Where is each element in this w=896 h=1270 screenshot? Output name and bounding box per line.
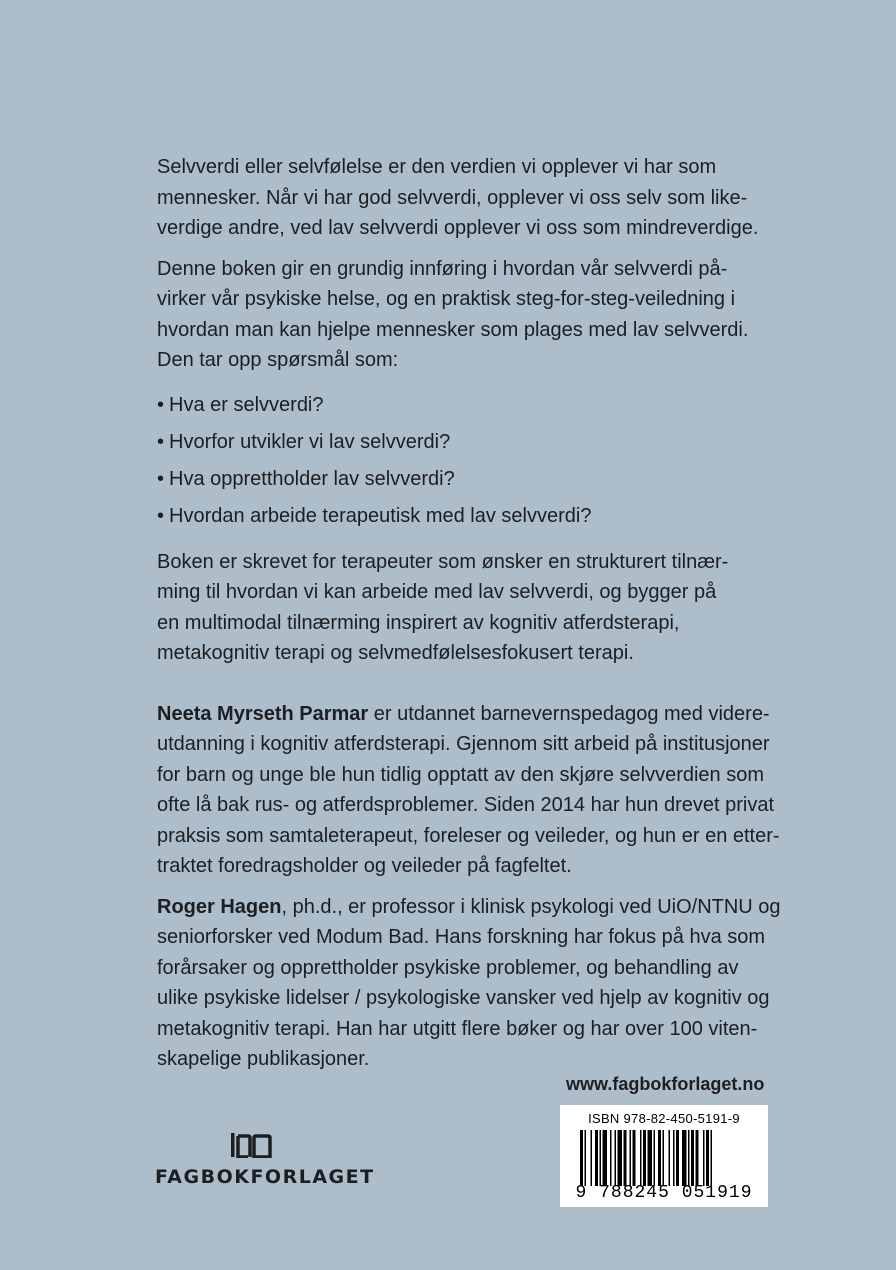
text-line: Boken er skrevet for terapeuter som ønsker en strukturert tilnær- <box>157 550 729 573</box>
text-line: metakognitiv terapi. Han har utgitt flere bøker og har over 100 viten- <box>157 1017 758 1040</box>
intro-paragraph-2 <box>157 254 767 376</box>
list-item: • Hva opprettholder lav selvverdi? <box>157 464 767 494</box>
bullet-icon: • <box>157 504 165 527</box>
text-line: Selvverdi eller selvfølelse er den verdien vi opplever vi har som <box>157 156 717 178</box>
text-line: skapelige publikasjoner. <box>157 1048 370 1070</box>
text-line: ofte lå bak rus- og atferdsproblemer. Siden 2014 har hun drevet privat <box>157 794 775 816</box>
isbn-barcode <box>560 1105 768 1207</box>
list-item: • Hva er selvverdi? <box>157 390 767 420</box>
text-line: hvordan man kan hjelpe mennesker som plages med lav selvverdi. <box>157 318 749 341</box>
text-line: verdige andre, ved lav selvverdi opplever vi oss som mindreverdige. <box>157 217 759 239</box>
list-item: • Hvorfor utvikler vi lav selvverdi? <box>157 427 767 457</box>
publisher-url: www.fagbokforlaget.no <box>566 1074 765 1094</box>
bullet-icon: • <box>157 393 165 416</box>
book-logo-icon <box>230 1132 274 1158</box>
author-bio-hagen: Roger Hagen, ph.d., er professor i klinisk psykologi ved UiO/NTNU og seniorforsker ved Modum Bad. Hans forskning har fokus på hva som forårsaker og opprettholder psykiske problemer, og behandling av ulike psykiske lidelser / psykologiske vansker ved hjelp av kognitiv og metakognitiv terapi. Han har utgitt flere bøker og har over 100 viten- skapelige publikasjoner. <box>157 892 767 1075</box>
text-line: ulike psykiske lidelser / psykologiske vansker ved hjelp av kognitiv og <box>157 987 770 1009</box>
back-cover-text <box>157 152 781 1085</box>
text-line: forårsaker og opprettholder psykiske problemer, og behandling av <box>157 956 739 979</box>
text-line: mennesker. Når vi har god selvverdi, opplever vi oss selv som like- <box>157 186 748 209</box>
text-line: Den tar opp spørsmål som: <box>157 349 399 371</box>
author-name: Roger Hagen <box>157 895 282 918</box>
target-audience-paragraph <box>157 547 767 669</box>
barcode-bars <box>580 1130 748 1186</box>
author-name: Neeta Myrseth Parmar <box>157 702 369 725</box>
intro-paragraph-1 <box>157 152 767 244</box>
question-list <box>157 390 767 531</box>
text-line: metakognitiv terapi og selvmedfølelsesfokusert terapi. <box>157 642 634 664</box>
publisher-name: FAGBOKFORLAGET <box>155 1166 375 1188</box>
text-line: seniorforsker ved Modum Bad. Hans forskning har fokus på hva som <box>157 926 766 948</box>
bullet-icon: • <box>157 467 165 490</box>
list-item: • Hvordan arbeide terapeutisk med lav selvverdi? <box>157 501 767 531</box>
barcode-digits: 9 788245 051919 <box>575 1183 753 1203</box>
text-line: utdanning i kognitiv atferdsterapi. Gjennom sitt arbeid på institusjoner <box>157 733 770 755</box>
text-line: ming til hvordan vi kan arbeide med lav selvverdi, og bygger på <box>157 581 717 603</box>
isbn-label: ISBN 978-82-450-5191-9 <box>588 1111 740 1126</box>
text-line: virker vår psykiske helse, og en praktisk steg-for-steg-veiledning i <box>157 288 736 310</box>
text-line: for barn og unge ble hun tidlig opptatt av den skjøre selvverdien som <box>157 763 765 786</box>
text-line: Denne boken gir en grundig innføring i hvordan vår selvverdi på- <box>157 257 728 280</box>
bullet-icon: • <box>157 430 165 453</box>
text-line: praksis som samtaleterapeut, foreleser og veileder, og hun er en etter- <box>157 824 780 847</box>
author-bio-parmar: Neeta Myrseth Parmar er utdannet barnevernspedagog med videre- utdanning i kognitiv atferdsterapi. Gjennom sitt arbeid på institusjoner for barn og unge ble hun tidlig opptatt av den skjøre selvverdien som ofte lå bak rus- og atferdsproblemer. Siden 2014 har hun drevet privat praksis som samtaleterapeut, foreleser og veileder, og hun er en etter- traktet foredragsholder og veileder på fagfeltet. <box>157 699 767 882</box>
publisher-logo <box>155 1132 375 1188</box>
text-line: en multimodal tilnærming inspirert av kognitiv atferdsterapi, <box>157 611 680 634</box>
text-line: traktet foredragsholder og veileder på fagfeltet. <box>157 855 572 877</box>
